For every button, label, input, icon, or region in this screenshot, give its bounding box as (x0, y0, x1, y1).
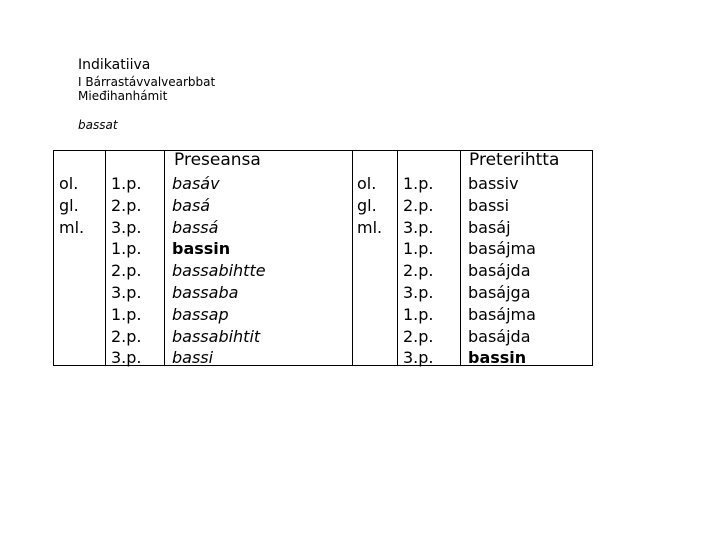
verb-form: basáv (172, 174, 220, 193)
page-title: Indikatiiva (78, 57, 151, 73)
verb-form: bassaba (172, 282, 239, 302)
person-label: 3.p. (111, 217, 142, 237)
person-label: 3.p. (403, 348, 434, 368)
person-label: 2.p. (403, 261, 434, 281)
person-label: 3.p. (111, 348, 142, 368)
verb-form-highlighted: bassin (172, 239, 231, 259)
number-label: ml. (357, 217, 383, 237)
person-label: 1.p. (403, 174, 434, 193)
verb-form: bassi (172, 348, 214, 368)
verb-form: basá (172, 195, 211, 215)
number-label: ml. (59, 217, 85, 237)
verb-form: basájda (468, 326, 531, 346)
verb-form: basáj (468, 217, 511, 237)
verb-lemma: bassat (78, 118, 118, 132)
number-label: ol. (59, 174, 79, 193)
verb-form: bassabihtit (172, 326, 261, 346)
preterite-form-column (468, 173, 536, 369)
person-label: 2.p. (111, 261, 142, 281)
person-label: 1.p. (403, 239, 434, 259)
verb-form: basájma (468, 239, 536, 259)
person-label: 2.p. (111, 326, 142, 346)
person-label: 3.p. (403, 217, 434, 237)
person-label: 1.p. (111, 239, 142, 259)
verb-form: basájda (468, 261, 531, 281)
verb-form: bassi (468, 195, 510, 215)
person-label: 1.p. (111, 174, 142, 193)
preterite-header: Preterihtta (469, 150, 560, 170)
preterite-person-column (403, 173, 434, 369)
verb-form: basájma (468, 304, 536, 324)
verb-class-label: I Bárrastávvalvearbbat (78, 75, 216, 89)
verb-form: bassabihtte (172, 261, 266, 281)
preterite-number-column (357, 173, 382, 238)
present-number-column (59, 173, 84, 238)
verb-form-highlighted: bassin (468, 348, 527, 368)
form-type-label: Mieđihanhámit (78, 89, 168, 103)
verb-form: basájga (468, 282, 531, 302)
number-label: gl. (357, 195, 377, 215)
person-label: 1.p. (111, 304, 142, 324)
person-label: 3.p. (111, 282, 142, 302)
verb-form: bassiv (468, 174, 519, 193)
person-label: 3.p. (403, 282, 434, 302)
present-form-column (172, 173, 266, 369)
number-label: gl. (59, 195, 79, 215)
present-header: Preseansa (174, 150, 261, 170)
verb-form: bassap (172, 304, 229, 324)
person-label: 1.p. (403, 304, 434, 324)
present-person-column (111, 173, 142, 369)
person-label: 2.p. (403, 195, 434, 215)
verb-form: bassá (172, 217, 219, 237)
person-label: 2.p. (111, 195, 142, 215)
number-label: ol. (357, 174, 377, 193)
person-label: 2.p. (403, 326, 434, 346)
